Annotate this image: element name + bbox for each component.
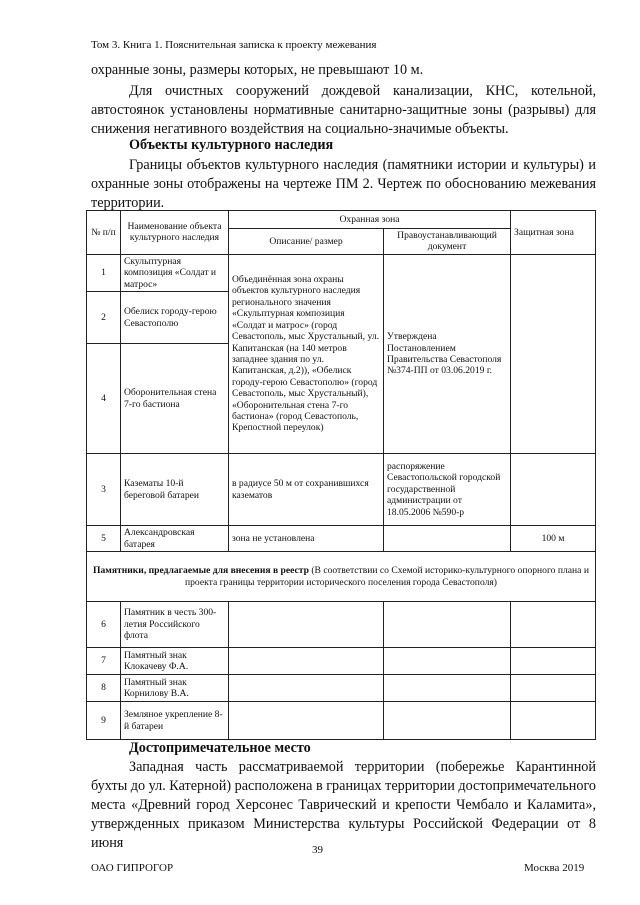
footer-organization: ОАО ГИПРОГОР <box>91 862 174 874</box>
table-row <box>87 675 596 702</box>
row-number: 2 <box>87 292 121 344</box>
paragraph-3: Границы объектов культурного наследия (памятники истории и культуры) и охранные зоны отображены на чертеже ПМ 2. Чертеж по обоснованию межевания территории. <box>91 157 596 211</box>
row-description: зона не установлена <box>229 526 384 552</box>
row-name: Александровская батарея <box>121 526 229 552</box>
section-heading-note: (В соответствии со Схемой историко-культурного опорного плана и проекта границы территории исторического поселения города Севастополя) <box>185 565 589 588</box>
empty-cell <box>229 648 384 675</box>
row-name: Казематы 10-й береговой батареи <box>121 454 229 526</box>
row-document <box>384 526 511 552</box>
empty-cell <box>384 675 511 702</box>
empty-cell <box>384 702 511 740</box>
paragraph-2: Для очистных сооружений дождевой канализации, КНС, котельной, автостоянок установлены нормативные санитарно-защитные зоны (разрывы) для снижения негативного воздействия на социально-значимые объекты. <box>91 83 596 137</box>
empty-cell <box>511 675 596 702</box>
row-description: в радиусе 50 м от сохранившихся казематов <box>229 454 384 526</box>
row-number: 4 <box>87 344 121 454</box>
row-name: Земляное укрепление 8-й батареи <box>121 702 229 740</box>
header-protective-zone: Защитная зона <box>511 211 596 255</box>
row-name: Оборонительная стена 7-го бастиона <box>121 344 229 454</box>
header-name: Наименование объекта культурного наследия <box>121 211 229 255</box>
page-number: 39 <box>312 844 323 856</box>
header-zone: Охранная зона <box>229 211 511 229</box>
row-name: Памятник в честь 300-летия Российского флота <box>121 602 229 648</box>
table-row <box>87 254 596 291</box>
row-protective-zone: 100 м <box>511 526 596 552</box>
heading-cultural-heritage: Объекты культурного наследия <box>129 137 334 153</box>
section-heading <box>87 552 596 602</box>
row-name: Памятный знак Клокачеву Ф.А. <box>121 648 229 675</box>
empty-cell <box>229 702 384 740</box>
merged-protective-zone <box>511 254 596 453</box>
heading-landmark: Достопримечательное место <box>129 740 311 756</box>
page-header: Том 3. Книга 1. Пояснительная записка к проекту межевания <box>91 39 377 51</box>
footer-city-year: Москва 2019 <box>524 862 585 874</box>
heritage-table <box>86 210 596 740</box>
empty-cell <box>229 602 384 648</box>
row-name: Обелиск городу-герою Севастополю <box>121 292 229 344</box>
row-number: 8 <box>87 675 121 702</box>
merged-document: Утверждена Постановлением Правительства Севастополя №374-ПП от 03.06.2019 г. <box>384 254 511 453</box>
empty-cell <box>229 675 384 702</box>
empty-cell <box>511 648 596 675</box>
header-description: Описание/ размер <box>229 229 384 255</box>
header-num: № п/п <box>87 211 121 255</box>
table-row <box>87 648 596 675</box>
row-name: Памятный знак Корнилову В.А. <box>121 675 229 702</box>
row-document: распоряжение Севастопольской городской государственной администрации от 18.05.2006 №590-р <box>384 454 511 526</box>
row-number: 6 <box>87 602 121 648</box>
paragraph-1: охранные зоны, размеры которых, не превышают 10 м. <box>91 62 424 78</box>
table-row <box>87 602 596 648</box>
section-heading-bold: Памятники, предлагаемые для внесения в реестр <box>93 565 309 577</box>
row-number: 7 <box>87 648 121 675</box>
table-row <box>87 526 596 552</box>
paragraph-4: Западная часть рассматриваемой территории (побережье Карантинной бухты до ул. Катерной) расположена в границах территории достопримечательного места «Древний город Херсонес Таврический и крепости Чембало и Каламита», утвержденных приказом Министерства культуры Российской Федерации от 8 июня <box>91 759 597 851</box>
empty-cell <box>384 602 511 648</box>
merged-description: Объединённая зона охраны объектов культурного наследия регионального значения «Скульптурная композиция «Солдат и матрос» (город Севастополь, мыс Хрустальный, ул. Капитанская (на 140 метров западнее здания по ул. Капитанская, д.2)), «Обелиск городу-герою Севастополю» (город Севастополь, мыс Хрустальный), «Оборонительная стена 7-го бастиона» (город Севастополь, Крепостной переулок) <box>229 254 384 453</box>
empty-cell <box>511 602 596 648</box>
table-header-row <box>87 211 596 229</box>
row-protective-zone <box>511 454 596 526</box>
row-number: 9 <box>87 702 121 740</box>
empty-cell <box>511 702 596 740</box>
section-row <box>87 552 596 602</box>
row-number: 3 <box>87 454 121 526</box>
header-document: Правоустанавливающий документ <box>384 229 511 255</box>
empty-cell <box>384 648 511 675</box>
table-row <box>87 454 596 526</box>
row-number: 1 <box>87 254 121 291</box>
table-row <box>87 702 596 740</box>
row-number: 5 <box>87 526 121 552</box>
row-name: Скульптурная композиция «Солдат и матрос» <box>121 254 229 291</box>
